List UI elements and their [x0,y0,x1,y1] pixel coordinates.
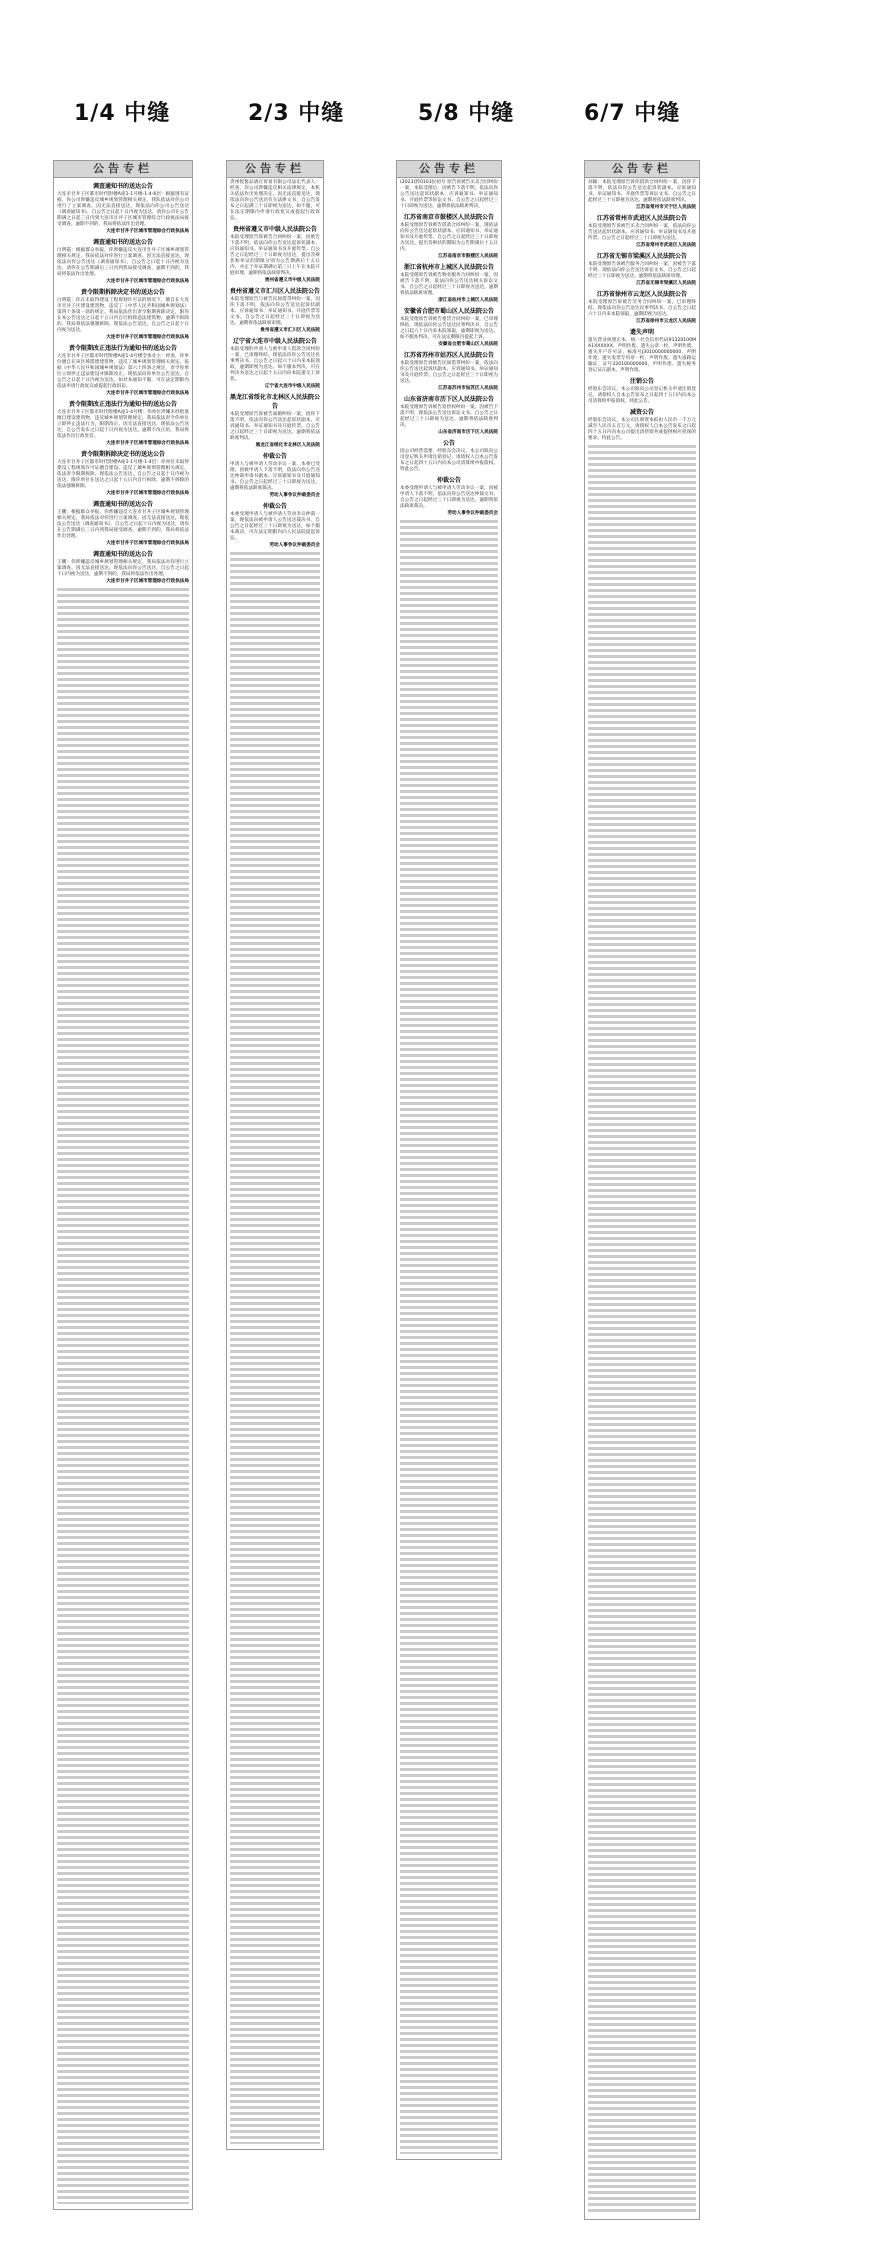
heading-five-eighths: 5/8 中缝 [418,101,515,126]
notice-heading: 安徽省合肥市蜀山区人民法院公告 [403,308,494,315]
notice-text: 刘颖：本院受理原告诉你借款合同纠纷一案，因你下落不明，依法向你公告送达起诉状副本、应诉通知书、举证通知书、开庭传票等诉讼文书。自公告之日起经过三十日即视为送达。逾期将依法缺席判决。 [588,180,696,203]
notice-heading: 仲裁公告 [436,477,461,484]
notice-text: 大连市甘井子区都市时代附楼A座1-1号楼-1-4-6层：根据现有证据，你公司涉嫌违反城乡规划管理相关规定，我队依法对你公司进行了立案调查。因无法直接送达，现依法向你公司公告送达《调查通知书》，自公告之日起十日内视为送达，请你公司在公告期满之日起三日内到大连市甘井子区城市管理综合行政执法局接受调查。逾期不到的，我局将依法作出处理。 [57,192,189,227]
column-quarter [53,160,193,2210]
notice-heading: 江苏省南京市鼓楼区人民法院公告 [403,214,494,221]
notice-heading: 责令限期拆除决定书的送达公告 [80,451,165,458]
notice-heading: 调查通知书的送达公告 [92,183,153,190]
notice-item [400,439,498,473]
notice-item [400,213,498,260]
notice-text: 经股东会决议，本公司注册资本拟由人民币一千万元减至人民币五百万元，请债权人自本公告发布之日起四十五日内向本公司提出清偿债务或提供相应担保的要求。特此公告。 [588,418,696,441]
notice-heading: 调查通知书的送达公告 [92,551,153,558]
notice-heading: 贵州省遵义市中级人民法院公告 [232,226,317,233]
notice-item [57,182,189,235]
notice-signature: 大连市甘井子区城市管理综合行政执法局 [106,279,189,284]
notice-item [588,377,696,405]
notice-signature: 劳动人事争议仲裁委员会 [447,511,498,516]
notice-text: 本委受理申请人与被申请人劳动争议仲裁一案，现依法向被申请人公告送达裁决书，自公告之日起经过三十日即视为送达。如不服本裁决，可在法定期限内向人民法院提起诉讼。 [230,512,320,541]
notice-text: 王鹏：根据群众举报，你涉嫌违反大连市甘井子区城乡规划管理相关规定，我局依法对你进行立案调查。因无法直接送达，现依法公告送达《调查通知书》，自公告之日起十日内视为送达，请你在公告期满后三日内到我局接受调查，逾期不到的，我局将依法作出处理。 [57,510,189,539]
notice-heading: 黑龙江省绥化市北林区人民法院公告 [230,394,321,410]
text-block-texture [230,552,320,2144]
notice-heading: 江苏省无锡市梁溪区人民法院公告 [596,253,687,260]
notice-text: 本院受理原告诉被告离婚纠纷一案，因你下落不明，依法向你公告送达起诉状副本、应诉通知书、举证通知书及开庭传票。自公告之日起经过三十日即视为送达。逾期将依法缺席判决。 [230,412,320,441]
column-title: 公告专栏 [397,161,501,178]
notice-text: 大连市甘井子区都市时代附楼A座1-4号楼全体业主：经查，你单位擅自在该区域搭建建筑物，违反了城乡规划管理相关规定。依据《中华人民共和国城乡规划法》第六十四条之规定，责令你单位立即停止违法建设并限期改正。现依法向你单位公告送达，自公告之日起十日内视为送达。如对本通知不服，可在法定期限内依法申请行政复议或提起行政诉讼。 [57,354,189,389]
notice-heading: 公告 [442,440,455,447]
notice-text: 本委受理申请人与被申请人劳动争议一案，因被申请人下落不明，依法向你公告送达仲裁文书。自公告之日起经过三十日即视为送达，逾期将依法缺席裁决。 [400,486,498,509]
notice-item [57,450,189,497]
notice-item [57,500,189,547]
notice-heading: 浙江省杭州市上城区人民法院公告 [403,264,494,271]
notice-item [230,337,320,390]
notice-heading: 江苏省苏州市姑苏区人民法院公告 [403,352,494,359]
notice-heading: 注销公告 [629,378,654,385]
notice-text: 本院受理原告诉被告合同纠纷一案，因被告下落不明，依法向你公告送达起诉状副本、应诉通知书、举证通知书及开庭传票。自公告之日起经过三十日即视为送达，提出答辩状和举证的期限分别为公告期满后十五日内，并定于举证期满后第三日上午在本院开庭审理，逾期将依法缺席判决。 [230,235,320,276]
notice-text: 经股东会决议，本公司拟向公司登记机关申请注销登记，请债权人自本公告发布之日起四十五日内向本公司清算组申报债权。特此公告。 [588,387,696,404]
column-six-sevenths [584,160,700,2220]
notice-signature: 大连市甘井子区城市管理综合行政执法局 [106,391,189,396]
notice-heading: 仲裁公告 [262,453,287,460]
notice-text: 本院受理原告诉被告借款合同纠纷一案，现依法向你公告送达起诉状副本、应诉通知书、举证通知书及开庭传票。自公告之日起经过三十日即视为送达。提出答辩状的期限为公告期满后十五日内。 [400,223,498,252]
notice-signature: 山东省济南市历下区人民法院 [438,430,498,435]
notice-item [230,452,320,499]
notice-heading: 辽宁省大连市中级人民法院公告 [232,338,317,345]
notice-item [57,550,189,585]
column-body [585,178,699,2214]
notice-signature: 大连市甘井子区城市管理综合行政执法局 [106,579,189,584]
notice-signature: 江苏省南京市鼓楼区人民法院 [438,254,498,259]
notice-text: 大连市甘井子区都市时代附楼A座1-1号楼-1-4层：你单位未取得建设工程规划许可证擅自建设，违反了城乡规划管理相关规定，依法责令限期拆除。现依法公告送达，自公告之日起十日内视为送达，限你单位在送达之日起十五日内自行拆除，逾期不拆除的依法强制拆除。 [57,460,189,489]
notice-heading: 调查通知书的送达公告 [92,239,153,246]
notice-item [400,180,498,210]
heading-six-sevenths: 6/7 中缝 [584,101,681,126]
notice-signature: 江苏省常州市武进区人民法院 [636,243,696,248]
notice-signature: 贵州省遵义市汇川区人民法院 [260,328,320,333]
notice-text: 遗失营业执照正本，统一社会信用代码91320100MA1XXXXXX，声明作废。遗失公章一枚，声明作废。遗失开户许可证，核准号J3010000000000，声明作废。遗失发票专用章一枚，声明作废。遗失道路运输证，证号320100000000，声明作废。遗失税务登记证正副本，声明作废。 [588,338,696,373]
notice-signature: 浙江省杭州市上城区人民法院 [438,298,498,303]
notice-heading: 贵州省遵义市汇川区人民法院公告 [230,288,321,295]
heading-quarter: 1/4 中缝 [74,101,171,126]
notice-item [588,328,696,374]
notice-text: 贵州悦酱品酒庄贸易有限公司法定代表人：经查，你公司涉嫌违反相关法律规定，本机关依法作出处理决定。因无法直接送达，现依法向你公告送达有关法律文书，自公告发布之日起满三十日即视为送达。如不服，可在法定期限内申请行政复议或提起行政诉讼。 [230,180,320,221]
heading-two-thirds: 2/3 中缝 [248,101,345,126]
column-body [54,178,192,2204]
notice-signature: 江苏省无锡市梁溪区人民法院 [636,281,696,286]
notice-heading: 责令限期拆除决定书的送达公告 [80,289,165,296]
notice-signature: 安徽省合肥市蜀山区人民法院 [438,342,498,347]
notice-text: 白明霞：你在未取得建设工程规划许可证的情况下，擅自在大连市甘井子区建设建筑物，违反了《中华人民共和国城乡规划法》第四十条第一款的规定。我局依法作出责令限期拆除决定，限你在本公告送达之日起十五日内自行拆除违法建筑物。逾期不拆除的，我局将依法强制拆除。现依法公告送达，自公告之日起十日内视为送达。 [57,298,189,333]
notice-signature: 劳动人事争议仲裁委员会 [269,493,320,498]
notice-item [230,225,320,284]
notice-text: 因公司经营需要，经股东会决议，本公司拟向公司登记机关申请注销登记，请债权人自本公告发布之日起四十五日内向本公司清算组申报债权。特此公告。 [400,449,498,472]
notice-item [588,214,696,249]
notice-text: 本院受理原告与被告民间借贷纠纷一案，因你下落不明，依法向你公告送达起诉状副本、应诉通知书、举证通知书、开庭传票等文书。自公告之日起经过三十日即视为送达。逾期将依法缺席审理。 [230,297,320,326]
notice-text: 本院受理的申请人与被申请人借款合同纠纷一案，已审理终结。现依法向你公告送达民事判决书。自公告之日起六十日内来本院领取，逾期即视为送达。如不服本判决，可在判决书送达之日起十五日内向本院递交上诉状。 [230,347,320,382]
notice-item [588,408,696,442]
notice-heading: 江苏省徐州市云龙区人民法院公告 [596,291,687,298]
notice-signature: 贵州省遵义市中级人民法院 [264,278,320,283]
notice-item [57,400,189,447]
notice-signature: 劳动人事争议仲裁委员会 [269,543,320,548]
column-five-eighths [396,160,502,2160]
notice-text: 本院受理原告诉被告追偿权纠纷一案，因被告下落不明，现依法公告送达诉讼文书。自公告之日起经过三十日即视为送达，逾期将依法缺席判决。 [400,405,498,428]
notice-signature: 辽宁省大连市中级人民法院 [264,384,320,389]
notice-text: 本院受理原告诉被告民间借贷纠纷一案，依法向你公告送达起诉状副本、应诉通知书、举证通知书及开庭传票。自公告之日起经过三十日即视为送达。 [400,361,498,384]
text-block-texture [400,520,498,2154]
notice-item [588,180,696,211]
column-body [227,178,323,2144]
notice-item [400,395,498,436]
notice-text: 白明霞：根据群众举报，你涉嫌违反大连市甘井子区城乡规划管理相关规定，我局依法对你进行立案调查。因无法直接送达，现依法向你公告送达《调查通知书》，自公告之日起十日内视为送达，请你在公告期满后三日内到我局接受调查，逾期不到的，我局将依法作出处理。 [57,248,189,277]
notice-text: 本院受理原告诉被告物业服务合同纠纷一案，因被告下落不明，依法向你公告送达相关诉讼文书。自公告之日起经过三十日即视为送达，逾期将依法缺席审理。 [400,273,498,296]
notice-signature: 大连市甘井子区城市管理综合行政执法局 [106,335,189,340]
notice-signature: 黑龙江省绥化市北林区人民法院 [255,443,320,448]
column-two-thirds [226,160,324,2150]
notice-heading: 调查通知书的送达公告 [92,501,153,508]
notice-text: 本院受理原告诉被告服务合同纠纷一案，因被告下落不明，现依法向你公告送达诉讼文书。自公告之日起经过三十日即视为送达。逾期将依法缺席审理。 [588,262,696,279]
notice-text: 申请人与被申请人劳动争议一案，本委已受理。因被申请人下落不明，依法向你公告送达仲裁申请书副本、应诉通知书及开庭通知书。自公告之日起经过三十日即视为送达，逾期将依法缺席裁决。 [230,462,320,491]
notice-text: (2023)黔0103民初号 原告诉被告买卖合同纠纷一案，本院受理后，因被告下落不明，依法向你公告送达起诉状副本、应诉通知书、举证通知书、开庭传票等诉讼文书。自公告之日起经过三十日即视为送达。逾期将依法缺席判决。 [400,180,498,209]
notice-item [588,252,696,287]
notice-heading: 责令限期改正违法行为通知书的送达公告 [68,401,177,408]
text-block-texture [57,588,189,2204]
notice-signature: 大连市甘井子区城市管理综合行政执法局 [106,491,189,496]
notice-item [400,263,498,304]
notice-item [230,502,320,549]
notice-signature: 大连市甘井子区城市管理综合行政执法局 [106,229,189,234]
column-body [397,178,501,2154]
notice-item [57,344,189,397]
notice-text: 本院受理原告诉被告劳务合同纠纷一案，已审理终结。现依法向你公告送达民事判决书，自公告之日起六十日内来本院领取，逾期即视为送达。 [588,300,696,317]
notice-heading: 减资公告 [629,409,654,416]
notice-heading: 江苏省常州市武进区人民法院公告 [596,215,687,222]
notice-item [57,288,189,341]
notice-heading: 仲裁公告 [262,503,287,510]
column-title: 公告专栏 [585,161,699,178]
notice-heading: 山东省济南市历下区人民法院公告 [403,396,494,403]
notice-item [400,307,498,348]
notice-item [588,290,696,325]
notice-item [400,351,498,392]
notice-text: 王鹏：你涉嫌违反城乡规划管理相关规定，我局依法对你进行立案调查。因无法直接送达，现依法向你公告送达，自公告之日起十日内视为送达，逾期不到的，我局将依法作出处理。 [57,560,189,577]
column-title: 公告专栏 [54,161,192,178]
notice-signature: 大连市甘井子区城市管理综合行政执法局 [106,441,189,446]
column-title: 公告专栏 [227,161,323,178]
notice-text: 本院受理原告诉被告买卖合同纠纷一案，依法向你公告送达起诉状副本、应诉通知书、举证通知书及开庭传票。自公告之日起经过三十日即视为送达。 [588,224,696,241]
notice-signature: 大连市甘井子区城市管理综合行政执法局 [106,541,189,546]
notice-heading: 遗失声明 [629,329,654,336]
notice-heading: 责令限期改正违法行为通知书的送达公告 [68,345,177,352]
notice-item [230,393,320,449]
notice-text: 大连市甘井子区都市时代附楼A座1-4号楼：你单位涉嫌未经批准擅自建设建筑物，违反城乡规划管理规定。我局依法责令你单位立即停止违法行为，限期改正。因无法直接送达，现依法公告送达，自公告发布之日起十日内视为送达。逾期不改正的，我局将依法作出行政处罚。 [57,410,189,439]
notice-item [230,180,320,222]
notice-item [400,476,498,517]
notice-item [230,287,320,334]
notice-item [57,238,189,285]
notice-signature: 江苏省常州市天宁区人民法院 [636,205,696,210]
notice-signature: 江苏省徐州市云龙区人民法院 [636,319,696,324]
text-block-texture [588,445,696,2214]
notice-signature: 江苏省苏州市姑苏区人民法院 [438,386,498,391]
notice-text: 本院受理原告诉被告租赁合同纠纷一案，已审理终结。现依法向你公告送达民事判决书，自公告之日起六十日内来本院领取，逾期即视为送达。如不服本判决，可在法定期限内提起上诉。 [400,317,498,340]
